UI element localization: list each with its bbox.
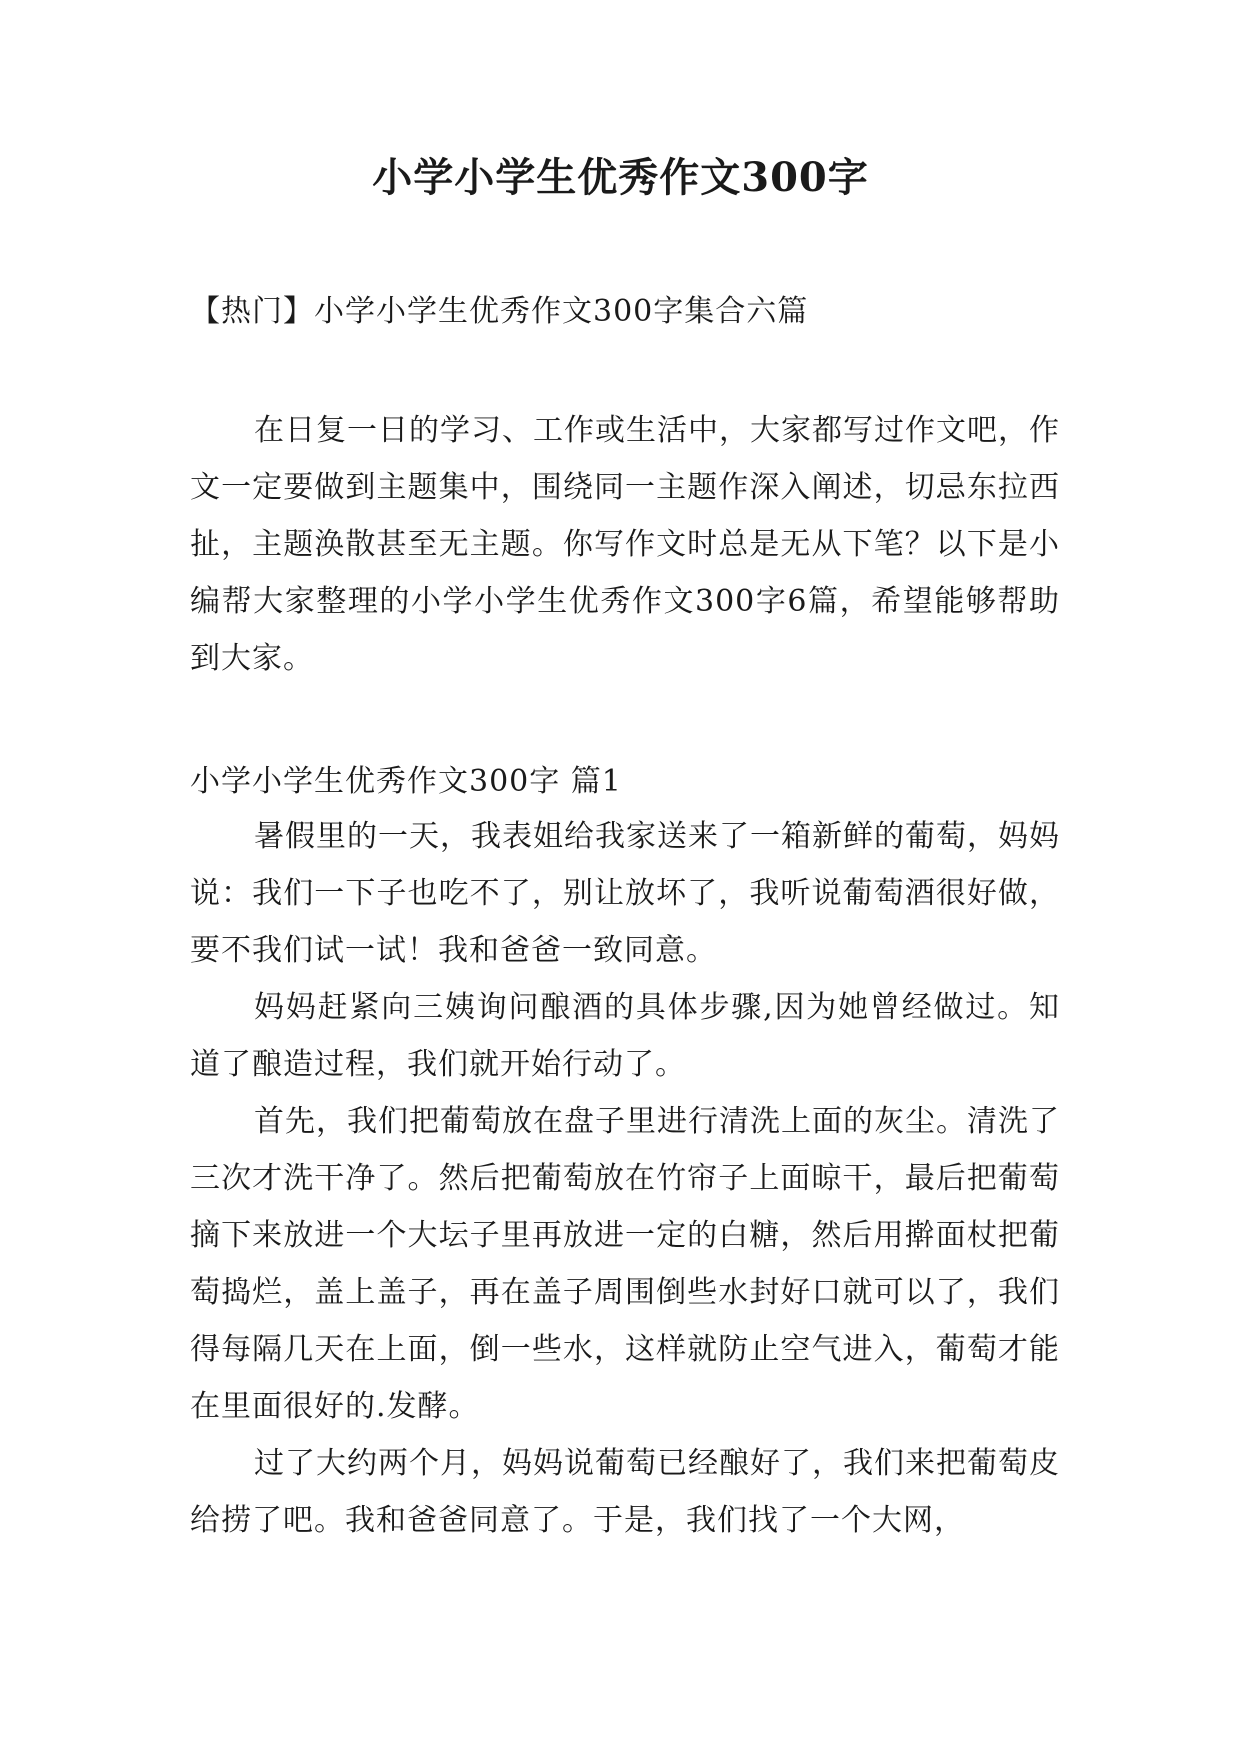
essay-paragraph: 首先，我们把葡萄放在盘子里进行清洗上面的灰尘。清洗了三次才洗干净了。然后把葡萄放在竹帘子上面晾干，最后把葡萄摘下来放进一个大坛子里再放进一定的白糖，然后用擀面杖把葡萄捣烂，盖上盖子，再在盖子周围倒些水封好口就可以了，我们得每隔几天在上面，倒一些水，这样就防止空气进入，葡萄才能在里面很好的.发酵。 — [190, 1104, 1060, 1424]
section-heading: 小学小学生优秀作文300字 篇1 — [190, 764, 622, 799]
essay-paragraph: 过了大约两个月，妈妈说葡萄已经酿好了，我们来把葡萄皮给捞了吧。我和爸爸同意了。于是，我们找了一个大网， — [190, 1446, 1060, 1538]
document-subtitle: 【热门】小学小学生优秀作文300字集合六篇 — [190, 294, 809, 329]
essay-body — [190, 808, 1060, 1549]
essay-paragraph: 暑假里的一天，我表姐给我家送来了一箱新鲜的葡萄，妈妈说：我们一下子也吃不了，别让放坏了，我听说葡萄酒很好做，要不我们试一试！我和爸爸一致同意。 — [190, 819, 1060, 968]
essay-paragraph: 妈妈赶紧向三姨询问酿酒的具体步骤,因为她曾经做过。知道了酿造过程，我们就开始行动了。 — [190, 990, 1060, 1082]
intro-paragraph: 在日复一日的学习、工作或生活中，大家都写过作文吧，作文一定要做到主题集中，围绕同一主题作深入阐述，切忌东拉西扯，主题涣散甚至无主题。你写作文时总是无从下笔？以下是小编帮大家整理的小学小学生优秀作文300字6篇，希望能够帮助到大家。 — [190, 413, 1060, 676]
document-title: 小学小学生优秀作文300字 — [372, 154, 869, 201]
